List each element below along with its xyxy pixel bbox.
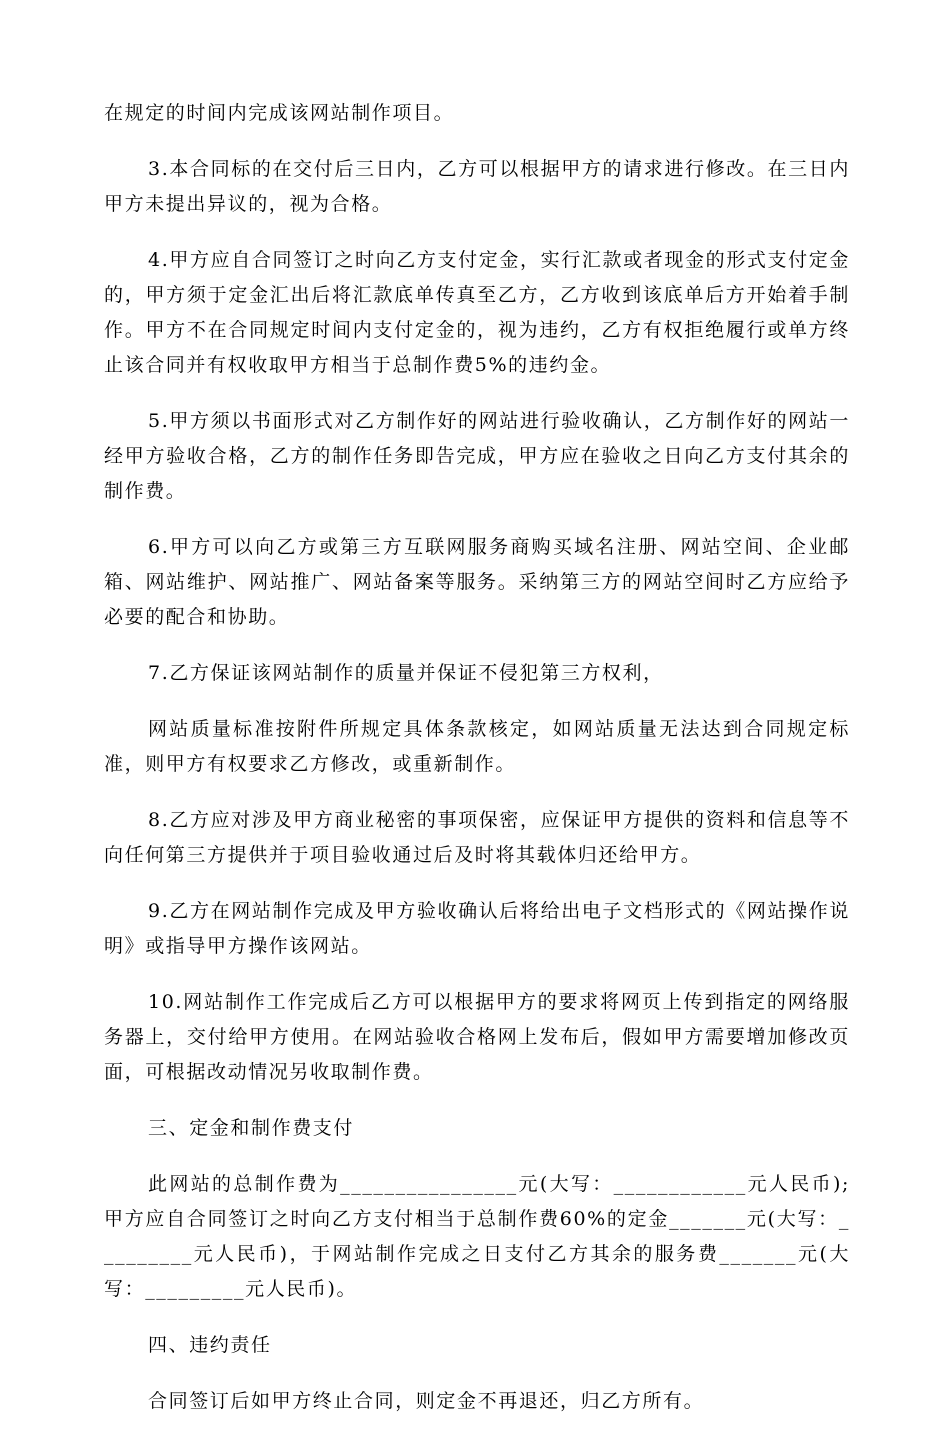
clause-8: 8.乙方应对涉及甲方商业秘密的事项保密，应保证甲方提供的资料和信息等不向任何第三方提供并于项目验收通过后及时将其载体归还给甲方。 xyxy=(104,809,850,866)
section-3-payment-terms: 此网站的总制作费为________________元(大写：____________元人民币);甲方应自合同签订之时向乙方支付相当于总制作费60%的定金_______元(大写：_________元人民币)，于网站制作完成之日支付乙方其余的服务费_______元(大写：_________元人民币)。 xyxy=(104,1173,850,1300)
section-4-body: 合同签订后如甲方终止合同，则定金不再退还，归乙方所有。 xyxy=(148,1390,705,1412)
clause-9: 9.乙方在网站制作完成及甲方验收确认后将给出电子文档形式的《网站操作说明》或指导甲方操作该网站。 xyxy=(104,900,850,957)
document-page xyxy=(104,96,850,1440)
clause-6: 6.甲方可以向乙方或第三方互联网服务商购买域名注册、网站空间、企业邮箱、网站维护、网站推广、网站备案等服务。采纳第三方的网站空间时乙方应给予必要的配合和协助。 xyxy=(104,536,850,628)
clause-10: 10.网站制作工作完成后乙方可以根据甲方的要求将网页上传到指定的网络服务器上，交付给甲方使用。在网站验收合格网上发布后，假如甲方需要增加修改页面，可根据改动情况另收取制作费。 xyxy=(104,991,850,1083)
clause-7-quality-standard: 网站质量标准按附件所规定具体条款核定，如网站质量无法达到合同规定标准，则甲方有权要求乙方修改，或重新制作。 xyxy=(104,718,850,775)
paragraph-intro-continuation: 在规定的时间内完成该网站制作项目。 xyxy=(104,102,455,124)
section-3-heading: 三、定金和制作费支付 xyxy=(148,1117,355,1139)
section-4-heading: 四、违约责任 xyxy=(148,1334,272,1356)
clause-3: 3.本合同标的在交付后三日内，乙方可以根据甲方的请求进行修改。在三日内甲方未提出异议的，视为合格。 xyxy=(104,158,850,215)
clause-4: 4.甲方应自合同签订之时向乙方支付定金，实行汇款或者现金的形式支付定金的，甲方须于定金汇出后将汇款底单传真至乙方，乙方收到该底单后方开始着手制作。甲方不在合同规定时间内支付定金的，视为违约，乙方有权拒绝履行或单方终止该合同并有权收取甲方相当于总制作费5%的违约金。 xyxy=(104,249,850,376)
clause-5: 5.甲方须以书面形式对乙方制作好的网站进行验收确认，乙方制作好的网站一经甲方验收合格，乙方的制作任务即告完成，甲方应在验收之日向乙方支付其余的制作费。 xyxy=(104,410,850,502)
clause-7: 7.乙方保证该网站制作的质量并保证不侵犯第三方权利， xyxy=(148,662,664,684)
